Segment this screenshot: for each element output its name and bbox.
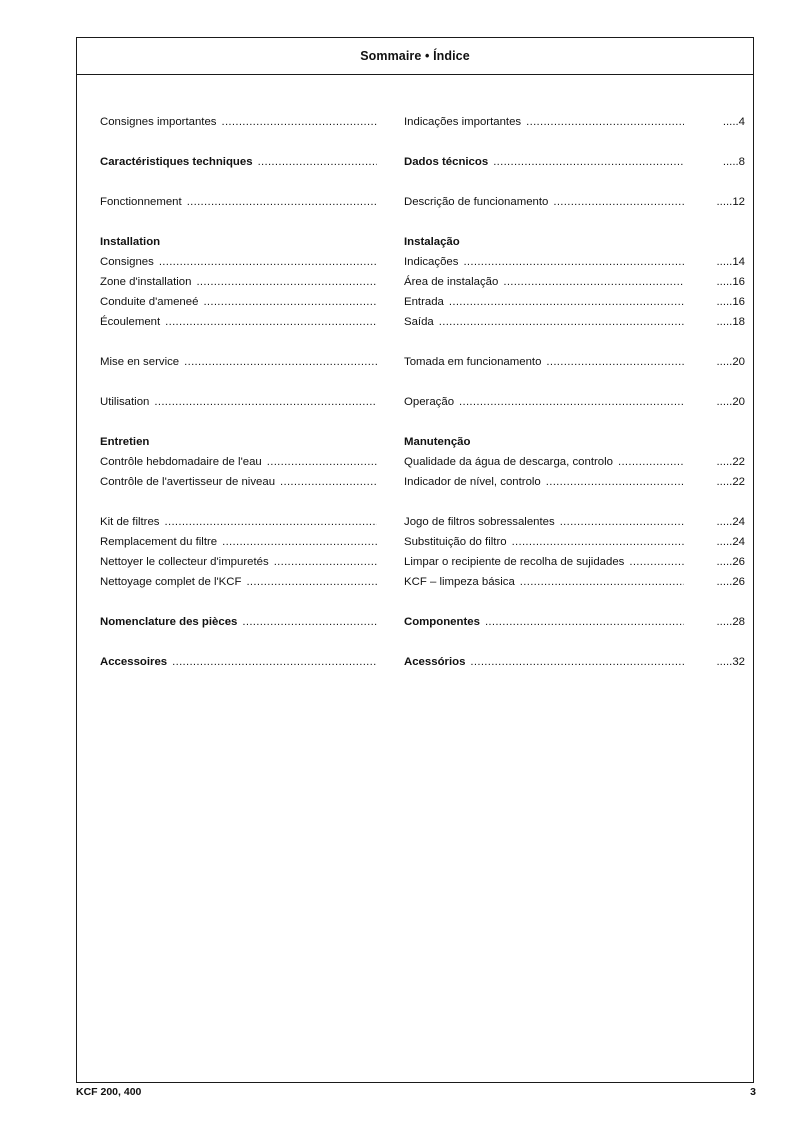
toc-page-number: .....24 — [716, 536, 745, 548]
toc-fr-label: Accessoires — [100, 654, 172, 670]
dot-leader — [203, 294, 377, 310]
toc-fr-cell — [100, 614, 377, 630]
toc-page-number: .....20 — [716, 396, 745, 408]
toc-fr-label: Mise en service — [100, 354, 184, 370]
dot-leader — [280, 474, 377, 490]
footer-model: KCF 200, 400 — [76, 1086, 142, 1098]
toc-fr-cell — [100, 274, 377, 290]
toc-pt-cell — [404, 194, 684, 210]
toc-fr-label: Kit de filtres — [100, 514, 165, 530]
toc-page-number: .....18 — [716, 316, 745, 328]
toc-pt-label: Componentes — [404, 614, 485, 630]
toc-entry — [77, 654, 753, 670]
page-title: Sommaire • Índice — [77, 38, 753, 75]
toc-pt-label: Instalação — [404, 234, 465, 250]
toc-fr-label: Fonctionnement — [100, 194, 187, 210]
toc-fr-label: Installation — [100, 234, 165, 250]
toc-page-number: .....20 — [716, 356, 745, 368]
toc-pt-cell — [404, 474, 684, 490]
toc-pt-cell — [404, 454, 684, 470]
toc-page-number: .....16 — [716, 296, 745, 308]
toc-pt-cell — [404, 394, 684, 410]
toc-page-number: .....28 — [716, 616, 745, 628]
toc-pt-cell — [404, 514, 684, 530]
toc-page-number: .....12 — [716, 196, 745, 208]
toc-pt-label: Entrada — [404, 294, 449, 310]
toc-entry — [77, 534, 753, 550]
dot-leader — [546, 474, 684, 490]
toc-fr-label: Contrôle de l'avertisseur de niveau — [100, 474, 280, 490]
toc-pt-cell — [404, 354, 684, 370]
dot-leader — [512, 534, 684, 550]
toc-fr-label: Contrôle hebdomadaire de l'eau — [100, 454, 267, 470]
dot-leader — [222, 534, 377, 550]
dot-leader — [560, 514, 684, 530]
toc-page-number: .....24 — [716, 516, 745, 528]
toc-page-number: .....26 — [716, 556, 745, 568]
toc-pt-label: Qualidade da água de descarga, controlo — [404, 454, 618, 470]
toc-pt-label: Indicador de nível, controlo — [404, 474, 546, 490]
toc-fr-cell — [100, 514, 377, 530]
toc-pt-cell — [404, 434, 684, 450]
toc-pt-cell — [404, 534, 684, 550]
dot-leader — [196, 274, 377, 290]
toc-pt-cell — [404, 234, 684, 250]
toc-entry — [77, 514, 753, 530]
toc-fr-label: Conduite d'ameneé — [100, 294, 203, 310]
toc-fr-cell — [100, 354, 377, 370]
dot-leader — [242, 614, 377, 630]
dot-leader — [493, 154, 684, 170]
toc-page-number: .....32 — [716, 656, 745, 668]
toc-pt-label: Saída — [404, 314, 439, 330]
toc-page-number: .....8 — [722, 156, 745, 168]
dot-leader — [165, 514, 377, 530]
toc-pt-cell — [404, 614, 684, 630]
toc-page-number: .....16 — [716, 276, 745, 288]
toc-entry — [77, 554, 753, 570]
toc-pt-cell — [404, 314, 684, 330]
dot-leader — [274, 554, 377, 570]
dot-leader — [520, 574, 684, 590]
toc-entry — [77, 274, 753, 290]
dot-leader — [187, 194, 377, 210]
dot-leader — [546, 354, 684, 370]
footer-page-number: 3 — [750, 1086, 756, 1098]
toc-fr-label: Nomenclature des pièces — [100, 614, 242, 630]
toc-pt-cell — [404, 574, 684, 590]
toc-fr-label: Écoulement — [100, 314, 165, 330]
toc-page-number: .....26 — [716, 576, 745, 588]
toc-entry — [77, 294, 753, 310]
toc-fr-cell — [100, 394, 377, 410]
toc-pt-cell — [404, 654, 684, 670]
toc-pt-label: Manutenção — [404, 434, 475, 450]
toc-fr-cell — [100, 314, 377, 330]
toc-pt-cell — [404, 154, 684, 170]
toc-fr-cell — [100, 294, 377, 310]
dot-leader — [154, 394, 377, 410]
toc-entry — [77, 114, 753, 130]
toc-pt-cell — [404, 254, 684, 270]
toc-page-number: .....22 — [716, 456, 745, 468]
toc-pt-label: Descrição de funcionamento — [404, 194, 553, 210]
dot-leader — [553, 194, 684, 210]
toc-fr-label: Consignes importantes — [100, 114, 222, 130]
toc-pt-cell — [404, 554, 684, 570]
toc-section-heading — [77, 434, 753, 450]
dot-leader — [463, 254, 684, 270]
toc-fr-label: Entretien — [100, 434, 154, 450]
dot-leader — [470, 654, 684, 670]
toc-fr-label: Remplacement du filtre — [100, 534, 222, 550]
toc-fr-label: Nettoyage complet de l'KCF — [100, 574, 246, 590]
toc-entry — [77, 314, 753, 330]
toc-entry — [77, 474, 753, 490]
dot-leader — [485, 614, 684, 630]
toc-fr-cell — [100, 254, 377, 270]
toc-fr-label: Utilisation — [100, 394, 154, 410]
toc-entry — [77, 254, 753, 270]
toc-page-number: .....4 — [722, 116, 745, 128]
toc-fr-cell — [100, 454, 377, 470]
toc-pt-label: Dados técnicos — [404, 154, 493, 170]
toc-fr-cell — [100, 434, 377, 450]
toc-fr-label: Caractéristiques techniques — [100, 154, 258, 170]
toc-page-number: .....22 — [716, 476, 745, 488]
toc-pt-label: Área de instalação — [404, 274, 503, 290]
toc-entry — [77, 194, 753, 210]
toc-pt-label: Indicações importantes — [404, 114, 526, 130]
dot-leader — [246, 574, 377, 590]
toc-fr-cell — [100, 474, 377, 490]
dot-leader — [449, 294, 684, 310]
dot-leader — [526, 114, 684, 130]
toc-pt-label: Substituição do filtro — [404, 534, 512, 550]
dot-leader — [629, 554, 684, 570]
dot-leader — [172, 654, 377, 670]
toc-fr-label: Nettoyer le collecteur d'impuretés — [100, 554, 274, 570]
toc-pt-label: Acessórios — [404, 654, 470, 670]
toc-entry — [77, 574, 753, 590]
dot-leader — [165, 314, 377, 330]
toc-pt-label: Operação — [404, 394, 459, 410]
toc-fr-cell — [100, 234, 377, 250]
toc-pt-label: Limpar o recipiente de recolha de sujidades — [404, 554, 629, 570]
dot-leader — [267, 454, 377, 470]
toc-pt-label: KCF – limpeza básica — [404, 574, 520, 590]
toc-fr-cell — [100, 574, 377, 590]
toc-fr-label: Zone d'installation — [100, 274, 196, 290]
toc-fr-cell — [100, 154, 377, 170]
toc-pt-label: Indicações — [404, 254, 463, 270]
toc-fr-cell — [100, 114, 377, 130]
toc-entry — [77, 154, 753, 170]
toc-entry — [77, 454, 753, 470]
page-frame — [76, 37, 754, 1083]
toc-fr-cell — [100, 654, 377, 670]
toc-pt-label: Jogo de filtros sobressalentes — [404, 514, 560, 530]
toc-fr-label: Consignes — [100, 254, 159, 270]
toc-fr-cell — [100, 534, 377, 550]
toc-pt-cell — [404, 274, 684, 290]
toc-page-number: .....14 — [716, 256, 745, 268]
toc-fr-cell — [100, 554, 377, 570]
toc-entry — [77, 614, 753, 630]
dot-leader — [159, 254, 377, 270]
dot-leader — [222, 114, 378, 130]
toc-fr-cell — [100, 194, 377, 210]
toc-section-heading — [77, 234, 753, 250]
toc-entry — [77, 394, 753, 410]
dot-leader — [184, 354, 377, 370]
toc-entry — [77, 354, 753, 370]
toc-pt-cell — [404, 294, 684, 310]
toc-pt-cell — [404, 114, 684, 130]
dot-leader — [459, 394, 684, 410]
dot-leader — [503, 274, 684, 290]
dot-leader — [439, 314, 684, 330]
dot-leader — [618, 454, 684, 470]
toc-pt-label: Tomada em funcionamento — [404, 354, 546, 370]
dot-leader — [258, 154, 377, 170]
